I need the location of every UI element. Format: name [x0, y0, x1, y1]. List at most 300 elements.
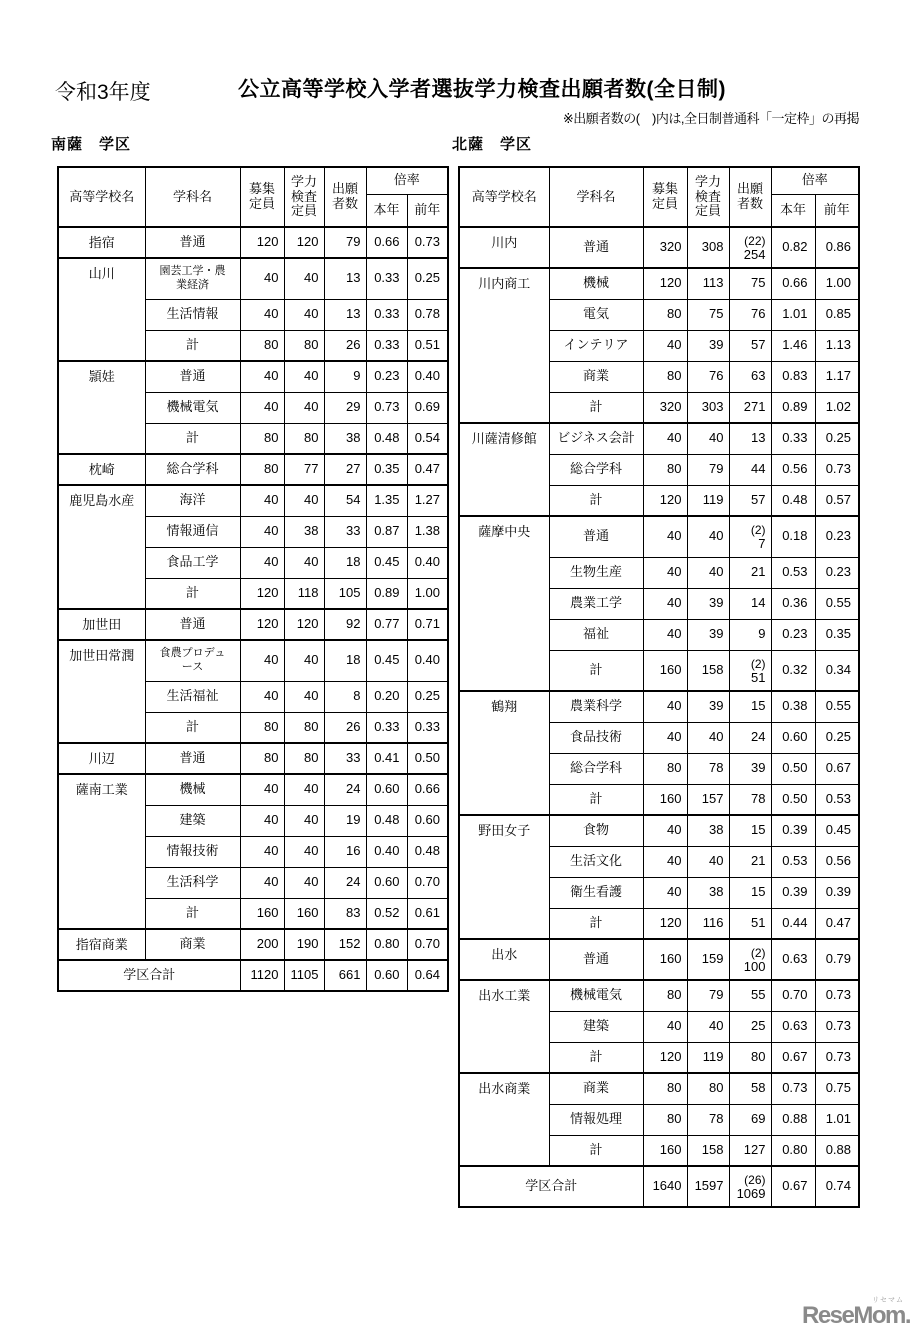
- capacity-cell: 80: [643, 299, 687, 330]
- capacity-cell: 160: [643, 939, 687, 980]
- ratio-this-year-cell: 0.33: [366, 258, 407, 299]
- dept-cell: 普通: [549, 227, 643, 268]
- era-label: 令和3年度: [55, 81, 151, 104]
- applicants-cell: 24: [324, 867, 366, 898]
- applicants-cell: 44: [729, 454, 771, 485]
- applicants-cell: 76: [729, 299, 771, 330]
- dept-cell: 建築: [549, 1011, 643, 1042]
- ratio-last-year-cell: 0.55: [815, 691, 859, 722]
- dept-cell: 機械: [145, 774, 240, 805]
- table-row: [58, 485, 448, 516]
- capacity-cell: 40: [643, 557, 687, 588]
- applicants-cell: 127: [729, 1135, 771, 1166]
- school-name-cell: 川内商工: [459, 268, 549, 423]
- south-district-table: [57, 166, 449, 992]
- dept-cell: 計: [145, 712, 240, 743]
- capacity-cell: 40: [240, 258, 284, 299]
- applicants-cell: 57: [729, 485, 771, 516]
- school-name-cell: 加世田常潤: [58, 640, 145, 743]
- capacity-cell: 40: [240, 516, 284, 547]
- dept-cell: 衛生看護: [549, 877, 643, 908]
- table-row: [459, 1073, 859, 1104]
- ratio-this-year-cell: 0.80: [366, 929, 407, 960]
- ratio-last-year-cell: 1.27: [407, 485, 448, 516]
- applicants-value: 7: [758, 536, 766, 552]
- ratio-last-year-cell: 0.66: [407, 774, 448, 805]
- capacity-cell: 40: [240, 681, 284, 712]
- applicants-cell: 80: [729, 1042, 771, 1073]
- ratio-last-year-cell: 0.75: [815, 1073, 859, 1104]
- capacity-cell: 320: [643, 392, 687, 423]
- ratio-last-year-cell: 1.00: [407, 578, 448, 609]
- ratio-this-year-cell: 0.45: [366, 547, 407, 578]
- ratio-this-year-cell: 0.70: [771, 980, 815, 1011]
- applicants-cell: 24: [729, 722, 771, 753]
- dept-cell: 普通: [145, 227, 240, 258]
- dept-cell: 建築: [145, 805, 240, 836]
- applicants-cell: 15: [729, 877, 771, 908]
- table-row: [58, 361, 448, 392]
- ratio-last-year-cell: 0.60: [407, 805, 448, 836]
- dept-cell: ビジネス会計: [549, 423, 643, 454]
- capacity-cell: 40: [240, 805, 284, 836]
- table-row: [459, 980, 859, 1011]
- ratio-last-year-cell: 0.86: [815, 227, 859, 268]
- applicants-paren: (2): [750, 656, 766, 671]
- header-capacity: 募集 定員: [643, 167, 687, 227]
- exam-capacity-cell: 80: [687, 1073, 729, 1104]
- dept-cell: 計: [549, 1042, 643, 1073]
- exam-capacity-cell: 116: [687, 908, 729, 939]
- ratio-last-year-cell: 1.17: [815, 361, 859, 392]
- header-exam-capacity: 学力 検査 定員: [687, 167, 729, 227]
- capacity-cell: 40: [240, 836, 284, 867]
- capacity-cell: 160: [643, 650, 687, 691]
- school-name-cell: 川薩清修館: [459, 423, 549, 516]
- capacity-cell: 40: [643, 516, 687, 557]
- dept-cell: 福祉: [549, 619, 643, 650]
- ratio-last-year-cell: 0.61: [407, 898, 448, 929]
- dept-cell: 商業: [549, 361, 643, 392]
- ratio-this-year-cell: 0.23: [366, 361, 407, 392]
- ratio-this-year-cell: 0.60: [771, 722, 815, 753]
- ratio-last-year-cell: 1.38: [407, 516, 448, 547]
- capacity-cell: 40: [643, 722, 687, 753]
- header-last-year: 前年: [407, 194, 448, 227]
- exam-capacity-cell: 40: [284, 361, 324, 392]
- applicants-cell: 33: [324, 743, 366, 774]
- ratio-last-year-cell: 0.34: [815, 650, 859, 691]
- capacity-cell: 40: [240, 485, 284, 516]
- ratio-this-year-cell: 1.46: [771, 330, 815, 361]
- capacity-cell: 40: [643, 619, 687, 650]
- ratio-this-year-cell: 1.35: [366, 485, 407, 516]
- dept-cell: 食農プロデュース: [145, 640, 240, 681]
- exam-capacity-cell: 40: [687, 846, 729, 877]
- ratio-this-year-cell: 0.82: [771, 227, 815, 268]
- total-applicants-cell: 661: [324, 960, 366, 991]
- resemom-logo: [802, 1294, 914, 1334]
- ratio-this-year-cell: 0.60: [366, 867, 407, 898]
- ratio-last-year-cell: 0.67: [815, 753, 859, 784]
- applicants-cell: 79: [324, 227, 366, 258]
- dept-cell: 計: [549, 1135, 643, 1166]
- table-row: [459, 516, 859, 557]
- ratio-this-year-cell: 0.67: [771, 1042, 815, 1073]
- capacity-cell: 120: [240, 609, 284, 640]
- north-district-table: [458, 166, 860, 1208]
- school-name-cell: 野田女子: [459, 815, 549, 939]
- applicants-cell: 21: [729, 557, 771, 588]
- table-row: [58, 640, 448, 681]
- ratio-last-year-cell: 0.71: [407, 609, 448, 640]
- school-name-cell: 加世田: [58, 609, 145, 640]
- ratio-this-year-cell: 0.88: [771, 1104, 815, 1135]
- ratio-this-year-cell: 0.48: [771, 485, 815, 516]
- exam-capacity-cell: 40: [687, 557, 729, 588]
- exam-capacity-cell: 40: [284, 640, 324, 681]
- exam-capacity-cell: 157: [687, 784, 729, 815]
- applicants-cell: 58: [729, 1073, 771, 1104]
- ratio-last-year-cell: 0.73: [815, 980, 859, 1011]
- capacity-cell: 80: [240, 743, 284, 774]
- note-text: ※出願者数の( )内は,全日制普通科「一定枠」の再掲: [562, 111, 859, 126]
- ratio-this-year-cell: 0.80: [771, 1135, 815, 1166]
- ratio-last-year-cell: 0.35: [815, 619, 859, 650]
- dept-cell: 食物: [549, 815, 643, 846]
- applicants-cell: 21: [729, 846, 771, 877]
- applicants-cell: 26: [324, 330, 366, 361]
- exam-capacity-cell: 40: [284, 867, 324, 898]
- applicants-cell: 13: [324, 299, 366, 330]
- applicants-cell: 271: [729, 392, 771, 423]
- capacity-cell: 40: [643, 846, 687, 877]
- capacity-cell: 40: [643, 588, 687, 619]
- school-name-cell: 指宿: [58, 227, 145, 258]
- capacity-cell: 40: [643, 815, 687, 846]
- applicants-cell: 13: [729, 423, 771, 454]
- south-district-label: 南薩 学区: [51, 136, 132, 153]
- ratio-this-year-cell: 0.32: [771, 650, 815, 691]
- ratio-this-year-cell: 0.44: [771, 908, 815, 939]
- district-total-label: 学区合計: [459, 1166, 643, 1207]
- school-name-cell: 頴娃: [58, 361, 145, 454]
- ratio-this-year-cell: 0.33: [366, 299, 407, 330]
- ratio-last-year-cell: 0.40: [407, 547, 448, 578]
- applicants-cell: 13: [324, 258, 366, 299]
- ratio-this-year-cell: 0.33: [366, 330, 407, 361]
- applicants-cell: [729, 939, 771, 980]
- applicants-cell: 39: [729, 753, 771, 784]
- ratio-this-year-cell: 0.33: [771, 423, 815, 454]
- dept-cell: 普通: [145, 361, 240, 392]
- exam-capacity-cell: 80: [284, 423, 324, 454]
- ratio-last-year-cell: 0.56: [815, 846, 859, 877]
- applicants-cell: 19: [324, 805, 366, 836]
- ratio-this-year-cell: 0.66: [771, 268, 815, 299]
- exam-capacity-cell: 38: [687, 877, 729, 908]
- ratio-last-year-cell: 0.39: [815, 877, 859, 908]
- ratio-last-year-cell: 0.33: [407, 712, 448, 743]
- dept-cell: 情報処理: [549, 1104, 643, 1135]
- dept-cell: 普通: [549, 939, 643, 980]
- ratio-this-year-cell: 0.39: [771, 877, 815, 908]
- capacity-cell: 40: [643, 691, 687, 722]
- dept-cell: 普通: [145, 743, 240, 774]
- table-row: [58, 743, 448, 774]
- applicants-cell: 8: [324, 681, 366, 712]
- ratio-last-year-cell: 0.40: [407, 640, 448, 681]
- capacity-cell: 40: [240, 867, 284, 898]
- ratio-this-year-cell: 0.53: [771, 846, 815, 877]
- applicants-cell: 18: [324, 640, 366, 681]
- capacity-cell: 80: [643, 1104, 687, 1135]
- ratio-this-year-cell: 0.66: [366, 227, 407, 258]
- dept-cell: 総合学科: [549, 454, 643, 485]
- ratio-this-year-cell: 1.01: [771, 299, 815, 330]
- header-school-name: 高等学校名: [58, 167, 145, 227]
- applicants-cell: 105: [324, 578, 366, 609]
- ratio-last-year-cell: 0.55: [815, 588, 859, 619]
- capacity-cell: 80: [240, 330, 284, 361]
- ratio-this-year-cell: 0.18: [771, 516, 815, 557]
- dept-cell: 計: [145, 330, 240, 361]
- exam-capacity-cell: 39: [687, 588, 729, 619]
- exam-capacity-cell: 40: [687, 423, 729, 454]
- capacity-cell: 40: [240, 640, 284, 681]
- exam-capacity-cell: 190: [284, 929, 324, 960]
- exam-capacity-cell: 119: [687, 485, 729, 516]
- exam-capacity-cell: 39: [687, 691, 729, 722]
- applicants-paren: (22): [744, 234, 766, 248]
- capacity-cell: 120: [240, 578, 284, 609]
- applicants-cell: 24: [324, 774, 366, 805]
- applicants-cell: 63: [729, 361, 771, 392]
- exam-capacity-cell: 76: [687, 361, 729, 392]
- ratio-last-year-cell: 0.40: [407, 361, 448, 392]
- exam-capacity-cell: 40: [284, 299, 324, 330]
- exam-capacity-cell: 40: [284, 258, 324, 299]
- exam-capacity-cell: 80: [284, 330, 324, 361]
- exam-capacity-cell: 40: [284, 392, 324, 423]
- applicants-value: 1069: [736, 1186, 766, 1201]
- south-district-section: [51, 133, 447, 992]
- dept-cell: 生活文化: [549, 846, 643, 877]
- ratio-last-year-cell: 0.85: [815, 299, 859, 330]
- total-capacity-cell: 1120: [240, 960, 284, 991]
- ratio-last-year-cell: 0.47: [815, 908, 859, 939]
- exam-capacity-cell: 77: [284, 454, 324, 485]
- table-row: [58, 454, 448, 485]
- ratio-last-year-cell: 0.25: [407, 681, 448, 712]
- ratio-this-year-cell: 0.89: [366, 578, 407, 609]
- exam-capacity-cell: 40: [284, 774, 324, 805]
- school-name-cell: 鶴翔: [459, 691, 549, 815]
- dept-cell: 園芸工学・農業経済: [145, 258, 240, 299]
- header-school-name: 高等学校名: [459, 167, 549, 227]
- dept-cell: 電気: [549, 299, 643, 330]
- north-district-table-slot: [458, 166, 858, 1208]
- applicants-cell: 29: [324, 392, 366, 423]
- logo-ruby-text: リセマム: [872, 1297, 904, 1304]
- exam-capacity-cell: 40: [284, 805, 324, 836]
- north-district-section: [452, 133, 858, 1208]
- ratio-this-year-cell: 0.56: [771, 454, 815, 485]
- capacity-cell: 40: [643, 423, 687, 454]
- exam-capacity-cell: 119: [687, 1042, 729, 1073]
- applicants-cell: 15: [729, 815, 771, 846]
- exam-capacity-cell: 158: [687, 1135, 729, 1166]
- ratio-last-year-cell: 0.79: [815, 939, 859, 980]
- applicants-cell: [729, 227, 771, 268]
- ratio-last-year-cell: 0.25: [815, 423, 859, 454]
- ratio-last-year-cell: 0.78: [407, 299, 448, 330]
- capacity-cell: 80: [643, 980, 687, 1011]
- dept-cell: 生活福祉: [145, 681, 240, 712]
- capacity-cell: 40: [240, 774, 284, 805]
- applicants-cell: 78: [729, 784, 771, 815]
- ratio-last-year-cell: 0.50: [407, 743, 448, 774]
- applicants-paren: (2): [750, 946, 766, 960]
- total-ratio-last-year-cell: 0.74: [815, 1166, 859, 1207]
- dept-cell: インテリア: [549, 330, 643, 361]
- dept-cell: 生活科学: [145, 867, 240, 898]
- applicants-cell: 152: [324, 929, 366, 960]
- applicants-cell: 9: [729, 619, 771, 650]
- dept-cell: 食品工学: [145, 547, 240, 578]
- header-department: 学科名: [145, 167, 240, 227]
- ratio-last-year-cell: 0.70: [407, 929, 448, 960]
- school-name-cell: 山川: [58, 258, 145, 361]
- dept-cell: 機械電気: [549, 980, 643, 1011]
- applicants-paren: (2): [750, 523, 766, 538]
- capacity-cell: 80: [240, 454, 284, 485]
- capacity-cell: 80: [643, 454, 687, 485]
- applicants-paren: (26): [744, 1173, 766, 1187]
- dept-cell: 食品技術: [549, 722, 643, 753]
- capacity-cell: 80: [643, 753, 687, 784]
- dept-cell: 海洋: [145, 485, 240, 516]
- ratio-last-year-cell: 0.73: [407, 227, 448, 258]
- header-this-year: 本年: [771, 194, 815, 227]
- ratio-last-year-cell: 0.48: [407, 836, 448, 867]
- school-name-cell: 出水商業: [459, 1073, 549, 1166]
- exam-capacity-cell: 40: [284, 836, 324, 867]
- ratio-this-year-cell: 0.23: [771, 619, 815, 650]
- ratio-last-year-cell: 0.69: [407, 392, 448, 423]
- applicants-cell: 38: [324, 423, 366, 454]
- exam-capacity-cell: 40: [687, 516, 729, 557]
- capacity-cell: 40: [240, 361, 284, 392]
- district-total-row: [58, 960, 448, 991]
- exam-capacity-cell: 78: [687, 1104, 729, 1135]
- dept-cell: 農業科学: [549, 691, 643, 722]
- applicants-cell: 14: [729, 588, 771, 619]
- page-title: 公立高等学校入学者選抜学力検査出願者数(全日制): [238, 78, 726, 101]
- school-name-cell: 薩摩中央: [459, 516, 549, 691]
- school-name-cell: 出水: [459, 939, 549, 980]
- ratio-this-year-cell: 0.20: [366, 681, 407, 712]
- school-name-cell: 枕崎: [58, 454, 145, 485]
- exam-capacity-cell: 40: [284, 547, 324, 578]
- applicants-cell: 27: [324, 454, 366, 485]
- total-exam-capacity-cell: 1105: [284, 960, 324, 991]
- ratio-last-year-cell: 0.70: [407, 867, 448, 898]
- school-name-cell: 出水工業: [459, 980, 549, 1073]
- exam-capacity-cell: 40: [284, 485, 324, 516]
- school-name-cell: 指宿商業: [58, 929, 145, 960]
- exam-capacity-cell: 120: [284, 609, 324, 640]
- exam-capacity-cell: 80: [284, 743, 324, 774]
- capacity-cell: 40: [643, 1011, 687, 1042]
- ratio-last-year-cell: 0.25: [407, 258, 448, 299]
- ratio-last-year-cell: 1.01: [815, 1104, 859, 1135]
- table-row: [58, 258, 448, 299]
- capacity-cell: 160: [643, 784, 687, 815]
- table-row: [459, 691, 859, 722]
- exam-capacity-cell: 80: [284, 712, 324, 743]
- ratio-this-year-cell: 0.41: [366, 743, 407, 774]
- dept-cell: 普通: [549, 516, 643, 557]
- exam-capacity-cell: 303: [687, 392, 729, 423]
- total-ratio-last-year-cell: 0.64: [407, 960, 448, 991]
- capacity-cell: 120: [643, 485, 687, 516]
- applicants-cell: 26: [324, 712, 366, 743]
- exam-capacity-cell: 159: [687, 939, 729, 980]
- header-ratio: 倍率: [771, 167, 859, 194]
- table-row: [459, 227, 859, 268]
- header-this-year: 本年: [366, 194, 407, 227]
- dept-cell: 生活情報: [145, 299, 240, 330]
- exam-capacity-cell: 38: [687, 815, 729, 846]
- applicants-cell: 18: [324, 547, 366, 578]
- exam-capacity-cell: 160: [284, 898, 324, 929]
- dept-cell: 計: [549, 784, 643, 815]
- ratio-last-year-cell: 0.25: [815, 722, 859, 753]
- capacity-cell: 120: [643, 268, 687, 299]
- applicants-cell: 57: [729, 330, 771, 361]
- exam-capacity-cell: 79: [687, 454, 729, 485]
- ratio-this-year-cell: 0.63: [771, 1011, 815, 1042]
- district-total-row: [459, 1166, 859, 1207]
- applicants-cell: 9: [324, 361, 366, 392]
- total-applicants-cell: [729, 1166, 771, 1207]
- district-total-label: 学区合計: [58, 960, 240, 991]
- applicants-cell: 25: [729, 1011, 771, 1042]
- dept-cell: 計: [549, 392, 643, 423]
- applicants-cell: [729, 650, 771, 691]
- total-capacity-cell: 1640: [643, 1166, 687, 1207]
- capacity-cell: 160: [643, 1135, 687, 1166]
- applicants-cell: 16: [324, 836, 366, 867]
- table-row: [459, 815, 859, 846]
- ratio-last-year-cell: 0.73: [815, 1011, 859, 1042]
- ratio-this-year-cell: 0.53: [771, 557, 815, 588]
- ratio-last-year-cell: 0.23: [815, 516, 859, 557]
- applicants-value: 254: [743, 247, 766, 262]
- header-applicants: 出願 者数: [324, 167, 366, 227]
- school-name-cell: 川内: [459, 227, 549, 268]
- ratio-last-year-cell: 0.23: [815, 557, 859, 588]
- dept-cell: 情報技術: [145, 836, 240, 867]
- ratio-this-year-cell: 0.39: [771, 815, 815, 846]
- capacity-cell: 320: [643, 227, 687, 268]
- north-district-label: 北薩 学区: [452, 136, 533, 153]
- ratio-this-year-cell: 0.73: [771, 1073, 815, 1104]
- exam-capacity-cell: 40: [687, 1011, 729, 1042]
- total-ratio-this-year-cell: 0.67: [771, 1166, 815, 1207]
- exam-capacity-cell: 40: [687, 722, 729, 753]
